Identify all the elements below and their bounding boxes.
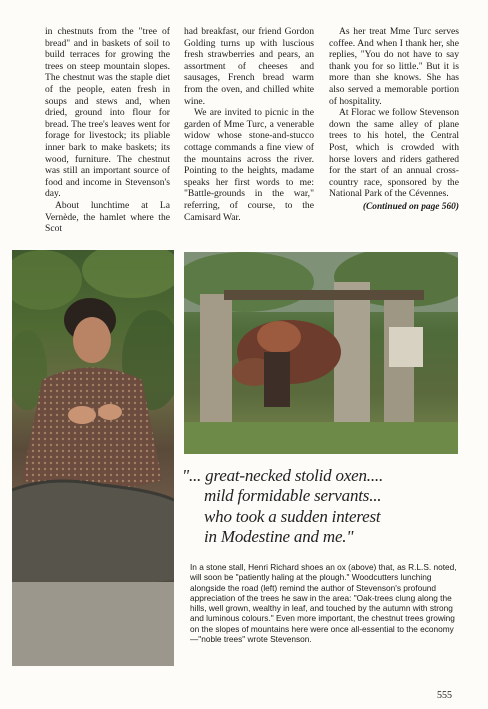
text-column-2 [184,26,314,223]
paragraph: in chestnuts from the "tree of bread" and in baskets of soil to build terraces for growing the trees on steep mountain slopes. The chestnut was the staple diet of the people, eaten fresh in soups and stews and, when dried, ground into flour for bread. The tree's leaves went for forage for livestock; its pliable inner bark to make baskets; its wood, furniture. The chestnut was still an important source of food and income in Stevenson's day. [45,26,170,200]
paragraph: As her treat Mme Turc serves coffee. And when I thank her, she replies, "You do not have to say thank you for so little." But it is more than she knows. She has also served a memorable portion of hospitality. [329,26,459,107]
page-number: 555 [437,690,452,701]
pull-quote [182,466,462,548]
continued-note: (Continued on page 560) [362,201,459,212]
paragraph: At Florac we follow Stevenson down the same alley of plane trees to his hotel, the Central Post, which is crowded with horse lovers and riders gathered for the start of an annual cross-country race, sponsored by the National Park of the Cévennes. [329,107,459,200]
pull-quote-line: mild formidable servants... [204,486,382,506]
pull-quote-line: in Modestine and me." [204,527,354,547]
text-column-1 [45,26,170,235]
pull-quote-line: who took a sudden interest [204,506,381,526]
woman-photo [12,250,174,666]
pull-quote-line: "... great-necked stolid oxen.... [182,466,384,485]
text-column-3 [329,26,459,214]
photo-caption: In a stone stall, Henri Richard shoes an ox (above) that, as R.L.S. noted, will soon be "patiently haling at the plough." Woodcutters lunching alongside the road (left) remind the author of Stevenson's profound appreciation of the trees he saw in the area: "Oak-trees clung along the hills, well grown, wealthy in leaf, and touched by the autumn with strong and luminous colours." Even more important, the chestnut trees growing on the slopes of mountains here were once all-essential to the economy—"noble trees" wrote Stevenson. [190,562,457,645]
oxen-photo [184,252,458,454]
paragraph: About lunchtime at La Vernède, the hamlet where the Scot [45,199,170,235]
paragraph: had breakfast, our friend Gordon Golding turns up with luscious fresh strawberries and pears, an assortment of cheeses and sausages, French bread warm from the oven, and chilled white wine. [184,26,314,107]
paragraph: We are invited to picnic in the garden of Mme Turc, a venerable widow whose stone-and-stucco cottage commands a fine view of the mountains across the river. Pointing to the heights, madame speaks her first words to me: "Battle-grounds in the war," referring, of course, to the Camisard War. [184,107,314,223]
